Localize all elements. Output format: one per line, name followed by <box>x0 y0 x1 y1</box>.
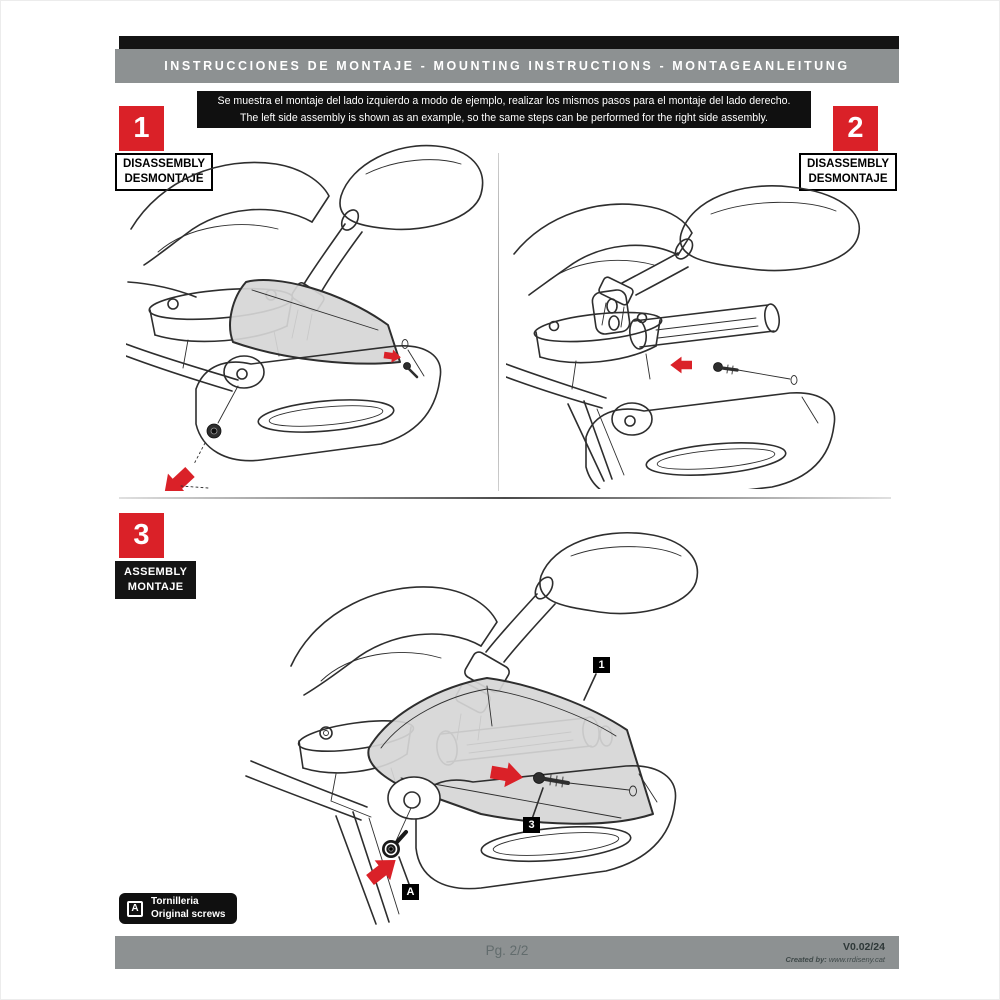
step-3-label-en: ASSEMBLY <box>124 566 188 578</box>
red-arrow-up-right-icon <box>362 850 403 890</box>
notice-line-en: The left side assembly is shown as an example, so the same steps can be performed for the right side assembly. <box>240 112 768 124</box>
step-2-label-es: DESMONTAJE <box>808 173 888 185</box>
windshield-panel <box>230 280 400 364</box>
footer-bar <box>115 936 899 969</box>
hardware-a-icon: A <box>127 901 143 917</box>
callout-A-leader <box>399 857 409 884</box>
notice-line-es: Se muestra el montaje del lado izquierdo a modo de ejemplo, realizar los mismos pasos para el montaje del lado derecho. <box>217 95 791 107</box>
callout-badge-part-1: 1 <box>593 657 610 673</box>
step-2-number-badge: 2 <box>833 106 878 151</box>
hardware-badge <box>119 893 237 924</box>
step-1-number-badge: 1 <box>119 106 164 151</box>
red-arrow-left-icon <box>670 357 692 374</box>
header-black-strip <box>119 36 899 49</box>
credit-label: Created by: <box>785 955 827 964</box>
step-3-number-badge: 3 <box>119 513 164 558</box>
version-label: V0.02/24 <box>842 941 885 953</box>
credit-line <box>786 955 886 964</box>
hardware-line-en: Original screws <box>151 908 226 920</box>
callout-badge-screw-A: A <box>402 884 419 900</box>
illustration-step1-disassembly <box>126 134 501 491</box>
callout-badge-screw-3: 3 <box>523 817 540 833</box>
illustration-step3-assembly <box>241 526 716 926</box>
step-1-label-en: DISASSEMBLY <box>123 158 206 170</box>
step-2-label-en: DISASSEMBLY <box>807 158 890 170</box>
hardware-line-es: Tornilleria <box>151 896 199 907</box>
credit-url: www.rrdiseny.cat <box>828 955 885 964</box>
notice-bar <box>197 91 811 128</box>
step-3-label <box>115 561 196 599</box>
screw-3 <box>534 773 545 784</box>
callout-1-leader <box>584 674 596 700</box>
page-title: INSTRUCCIONES DE MONTAJE - MOUNTING INSTRUCTIONS - MONTAGEANLEITUNG <box>115 49 899 83</box>
illustration-step2-disassembly <box>506 179 898 489</box>
step-1-label-es: DESMONTAJE <box>124 173 204 185</box>
page-number: Pg. 2/2 <box>485 943 529 958</box>
step-3-label-es: MONTAJE <box>127 581 184 593</box>
horizontal-divider <box>119 497 891 499</box>
